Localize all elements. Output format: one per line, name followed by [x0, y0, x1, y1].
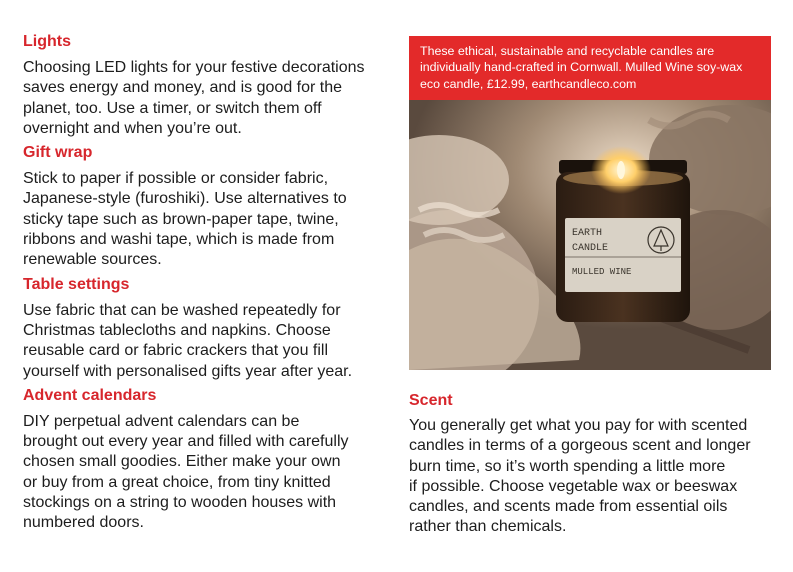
section-heading: Advent calendars [23, 386, 157, 404]
body-line: reusable card or fabric crackers that you fill [23, 342, 329, 360]
body-line: You generally get what you pay for with scented [409, 417, 748, 434]
section-heading: Gift wrap [23, 144, 93, 162]
body-line: candles, and scents made from essential oils [409, 498, 728, 516]
section-body [23, 301, 393, 382]
body-line: Japanese-style (furoshiki). Use alternatives to [23, 190, 347, 208]
body-line: saves energy and money, and is good for the [23, 79, 343, 97]
candle-photo [409, 100, 771, 370]
body-line: rather than chemicals. [409, 518, 567, 536]
candle-photo-illustration [409, 100, 771, 370]
scent-body [409, 416, 779, 538]
label-text-candle: CANDLE [572, 243, 609, 254]
section-heading: Lights [23, 33, 71, 50]
section-gift-wrap [23, 143, 393, 270]
caption-line: eco candle, £12.99, earthcandleco.com [420, 76, 637, 91]
body-line: renewable sources. [23, 251, 162, 269]
scent-heading: Scent [409, 392, 453, 409]
photo-caption [409, 36, 771, 100]
body-line: Christmas tablecloths and napkins. Choose [23, 321, 331, 339]
body-line: if possible. Choose vegetable wax or beeswax [409, 477, 738, 495]
label-text-earth: EARTH [572, 228, 603, 239]
body-line: stockings on a string to wooden houses with [23, 494, 337, 512]
body-line: chosen small goodies. Either make your own [23, 453, 341, 471]
body-line: ribbons and washi tape, which is made from [23, 231, 335, 249]
body-line: planet, too. Use a timer, or switch them off [23, 99, 322, 117]
body-line: candles in terms of a gorgeous scent and longer [409, 437, 751, 455]
body-line: or buy from a great choice, from tiny knitted [23, 473, 331, 491]
body-line: yourself with personalised gifts year after year. [23, 362, 353, 380]
section-table-settings [23, 275, 393, 382]
caption-line: individually hand-crafted in Cornwall. Mulled Wine soy-wax [420, 60, 743, 75]
right-column [409, 36, 771, 370]
body-line: Use fabric that can be washed repeatedly for [23, 301, 341, 319]
body-line: DIY perpetual advent calendars can be [23, 412, 300, 430]
body-line: overnight and when you’re out. [23, 119, 242, 137]
body-line: Choosing LED lights for your festive decorations [23, 59, 365, 76]
section-advent-calendars [23, 386, 393, 534]
section-body [23, 412, 393, 534]
section-lights [23, 32, 393, 139]
label-text-product: MULLED WINE [572, 267, 632, 277]
body-line: burn time, so it’s worth spending a little more [409, 457, 726, 475]
section-body [23, 169, 393, 270]
body-line: sticky tape such as brown-paper tape, twine, [23, 210, 339, 228]
section-heading: Table settings [23, 275, 130, 293]
section-body [23, 58, 393, 139]
body-line: numbered doors. [23, 514, 144, 532]
left-column [23, 32, 393, 538]
body-line: Stick to paper if possible or consider fabric, [23, 170, 329, 188]
caption-line: These ethical, sustainable and recyclable candles are [420, 44, 715, 58]
body-line: brought out every year and filled with carefully [23, 433, 349, 451]
